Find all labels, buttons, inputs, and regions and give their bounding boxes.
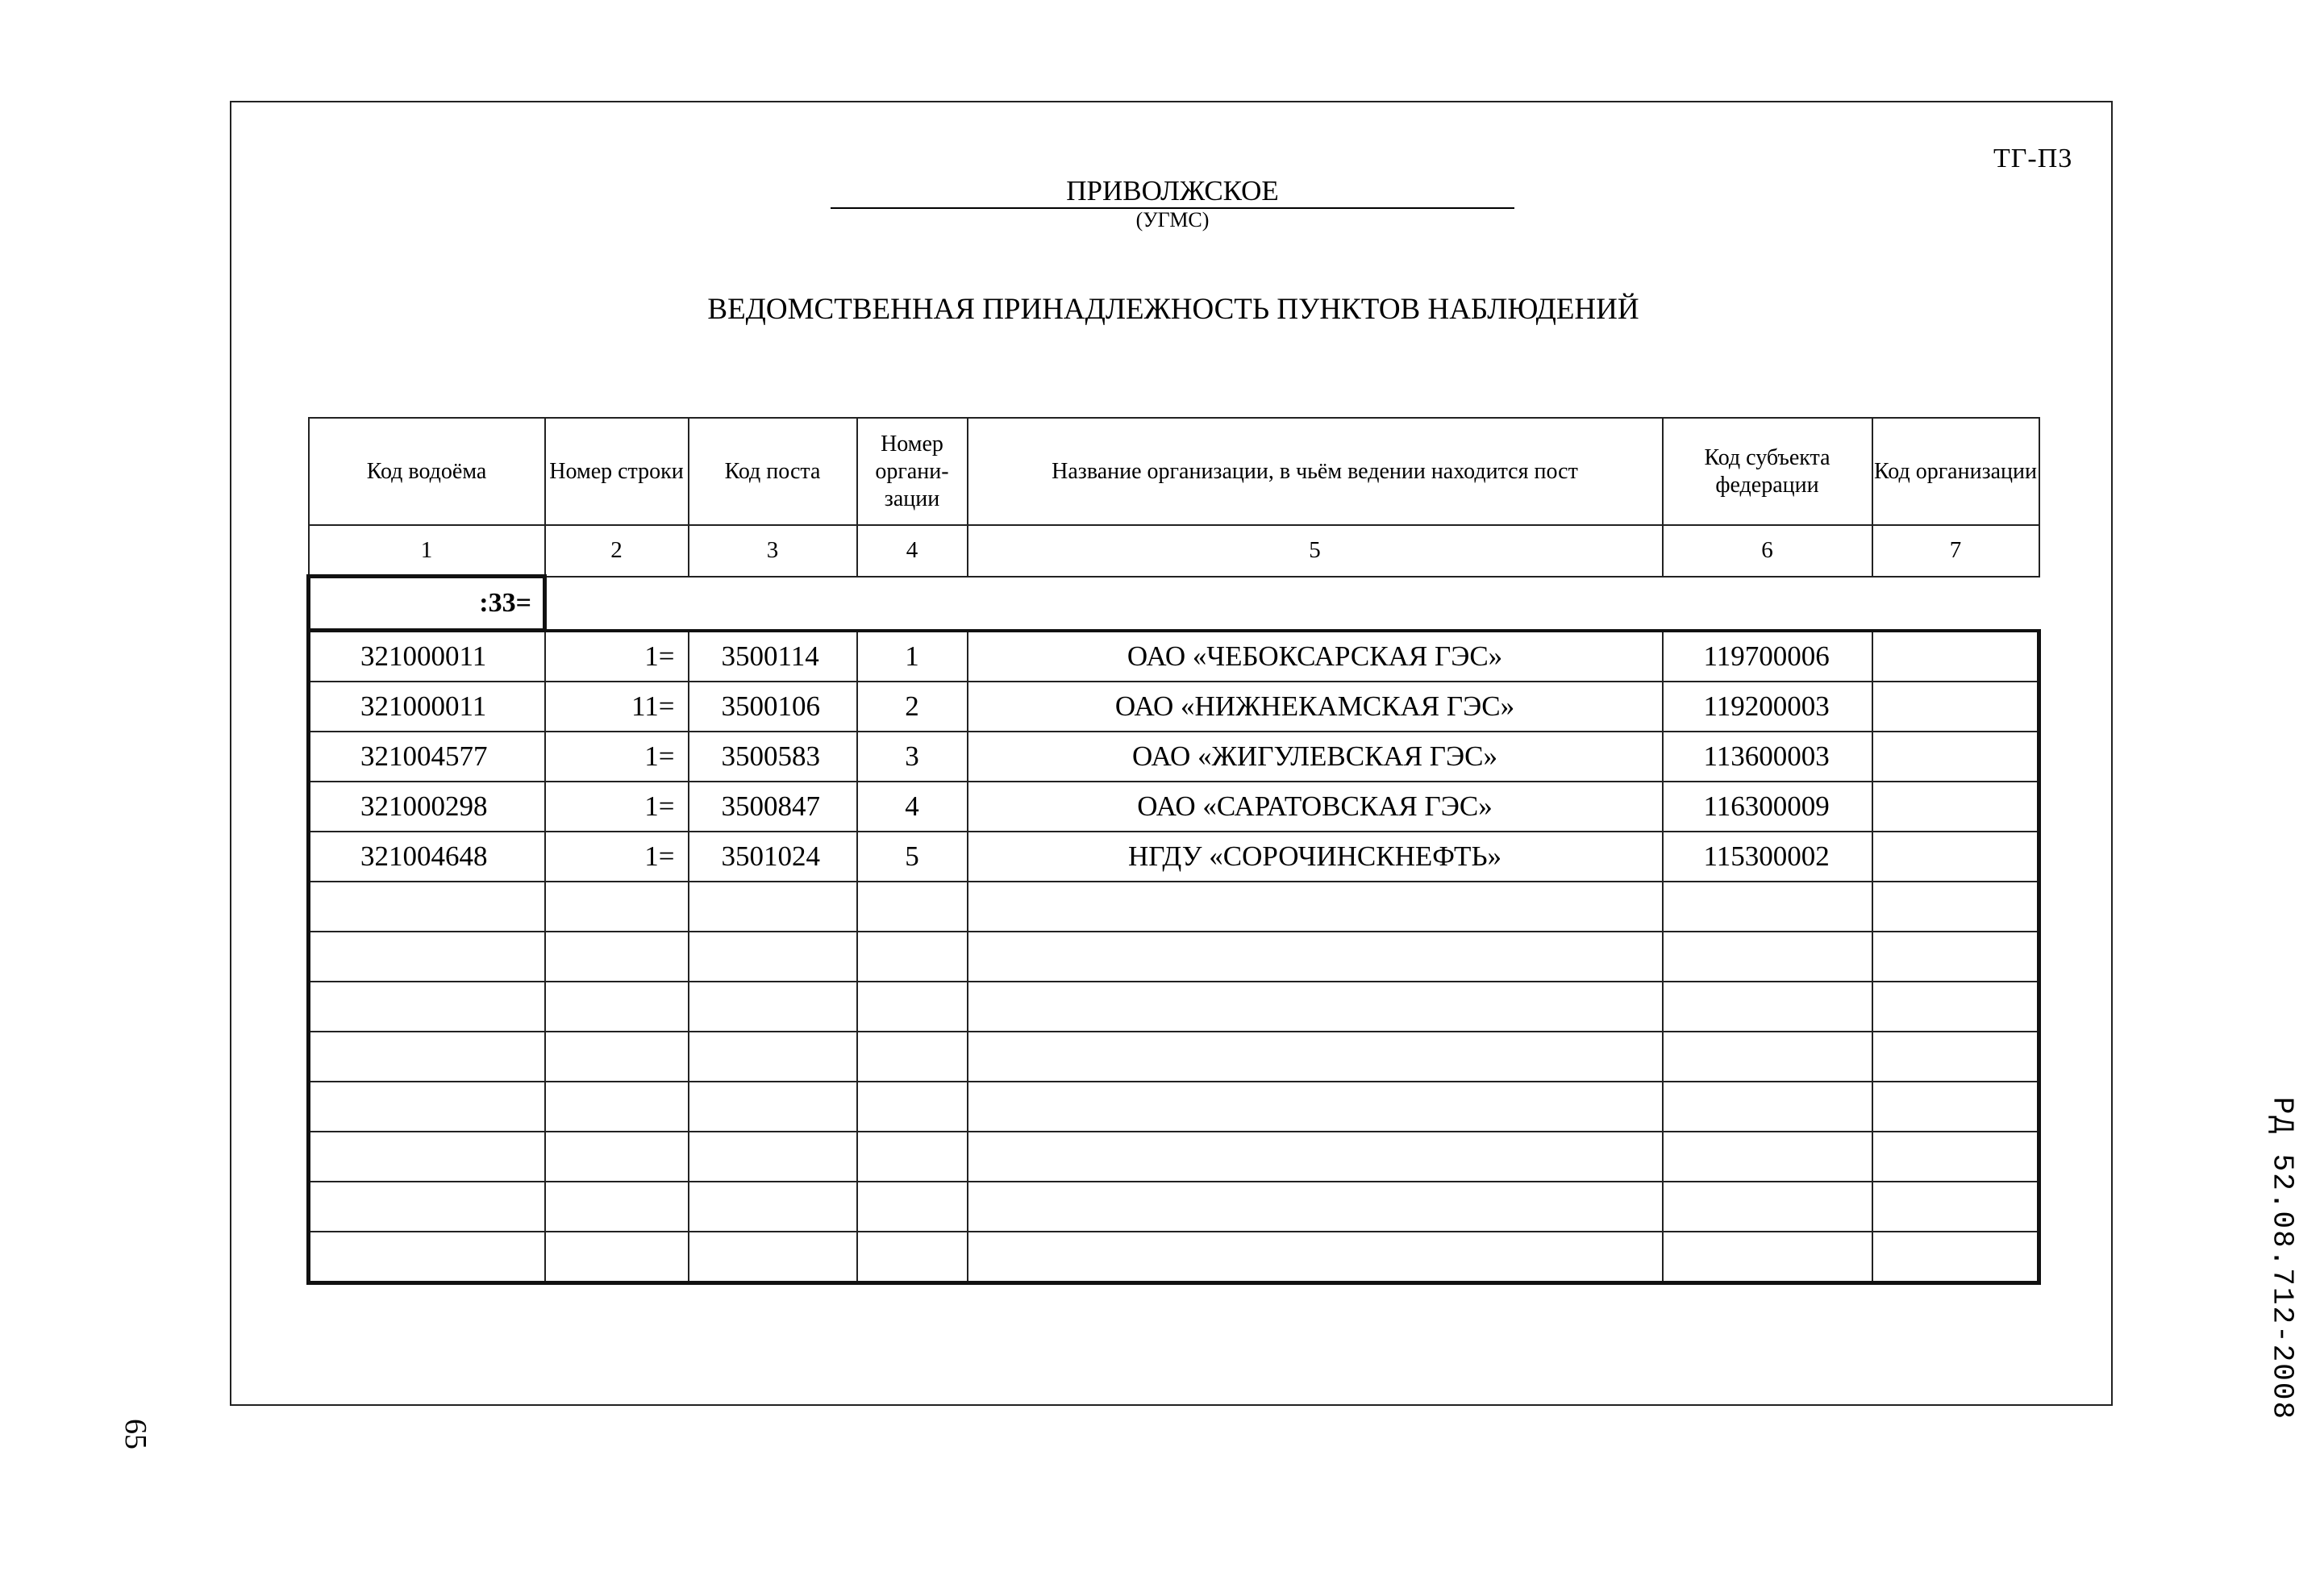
table-cell — [309, 1032, 545, 1082]
table-cell: ОАО «САРАТОВСКАЯ ГЭС» — [968, 782, 1663, 832]
header-cell: Код поста — [689, 418, 857, 525]
header-row — [309, 418, 2039, 525]
table-cell — [968, 882, 1663, 932]
table-cell — [857, 882, 968, 932]
table-cell: 1= — [545, 732, 689, 782]
table-cell: 3 — [857, 732, 968, 782]
table-row — [309, 882, 2039, 932]
table-cell — [309, 1132, 545, 1182]
table-cell — [545, 1232, 689, 1283]
table-row — [309, 932, 2039, 982]
table-row — [309, 1032, 2039, 1082]
column-number: 4 — [857, 525, 968, 577]
table-row — [309, 1182, 2039, 1232]
table-row — [309, 1082, 2039, 1132]
header-cell: Название организации, в чьём ведении находится пост — [968, 418, 1663, 525]
table-cell — [1872, 782, 2039, 832]
table-cell — [309, 932, 545, 982]
table-cell — [689, 1182, 857, 1232]
table-cell — [857, 932, 968, 982]
header-cell: Номер строки — [545, 418, 689, 525]
table-cell — [857, 1082, 968, 1132]
table-cell: 2 — [857, 682, 968, 732]
table-cell — [309, 982, 545, 1032]
table-cell: 5 — [857, 832, 968, 882]
table-cell — [857, 1232, 968, 1283]
table-cell: ОАО «ЖИГУЛЕВСКАЯ ГЭС» — [968, 732, 1663, 782]
table-cell — [968, 932, 1663, 982]
header-cell: Код водоёма — [309, 418, 545, 525]
document-title: ВЕДОМСТВЕННАЯ ПРИНАДЛЕЖНОСТЬ ПУНКТОВ НАБЛЮДЕНИЙ — [707, 293, 1639, 326]
table-cell — [1663, 1032, 1872, 1082]
table-cell — [545, 1182, 689, 1232]
table-cell — [1872, 1232, 2039, 1283]
table-cell — [1872, 682, 2039, 732]
column-number: 6 — [1663, 525, 1872, 577]
table-cell — [968, 1082, 1663, 1132]
table-cell — [1872, 882, 2039, 932]
table-cell: 321000011 — [309, 682, 545, 732]
page-number: 65 — [119, 1419, 152, 1449]
basin-code: :33= — [309, 577, 545, 631]
table-cell: НГДУ «СОРОЧИНСКНЕФТЬ» — [968, 832, 1663, 882]
table-cell — [1872, 732, 2039, 782]
table-cell: 11= — [545, 682, 689, 732]
table-row — [309, 982, 2039, 1032]
table-row — [309, 631, 2039, 682]
column-number: 5 — [968, 525, 1663, 577]
table-cell — [1872, 1132, 2039, 1182]
table-cell — [689, 882, 857, 932]
column-number-row — [309, 525, 2039, 577]
table-cell — [857, 1132, 968, 1182]
table-cell — [545, 1132, 689, 1182]
header-cell: Номер органи-зации — [857, 418, 968, 525]
table-cell: 3500114 — [689, 631, 857, 682]
table-cell — [1872, 1082, 2039, 1132]
table-cell — [1663, 882, 1872, 932]
table-cell: ОАО «ЧЕБОКСАРСКАЯ ГЭС» — [968, 631, 1663, 682]
organization-type-label: (УГМС) — [1135, 208, 1210, 231]
table-cell — [545, 1082, 689, 1132]
table-cell — [1663, 1082, 1872, 1132]
table-cell — [545, 982, 689, 1032]
table-cell: ОАО «НИЖНЕКАМСКАЯ ГЭС» — [968, 682, 1663, 732]
table-cell — [1663, 1182, 1872, 1232]
table-cell — [1872, 1032, 2039, 1082]
table-row — [309, 1132, 2039, 1182]
table-cell — [689, 932, 857, 982]
table-cell — [968, 1232, 1663, 1283]
table-cell — [545, 882, 689, 932]
table-cell — [968, 1132, 1663, 1182]
table-cell: 3501024 — [689, 832, 857, 882]
table-cell: 321004648 — [309, 832, 545, 882]
table-cell — [1663, 982, 1872, 1032]
table-cell — [545, 932, 689, 982]
table-cell — [968, 1032, 1663, 1082]
table-cell — [1663, 1132, 1872, 1182]
table-cell: 113600003 — [1663, 732, 1872, 782]
basin-row-blank — [545, 577, 2039, 631]
column-number: 1 — [309, 525, 545, 577]
column-number: 2 — [545, 525, 689, 577]
table-cell — [1872, 631, 2039, 682]
table-cell — [1872, 932, 2039, 982]
table-cell — [1872, 982, 2039, 1032]
table-cell — [1663, 1232, 1872, 1283]
table-cell: 1= — [545, 631, 689, 682]
header-cell: Код субъекта федерации — [1663, 418, 1872, 525]
table-cell: 3500847 — [689, 782, 857, 832]
table-cell — [857, 1032, 968, 1082]
table-cell: 1= — [545, 832, 689, 882]
table-cell: 1= — [545, 782, 689, 832]
column-number: 3 — [689, 525, 857, 577]
basin-row — [309, 577, 2039, 631]
ownership-table — [306, 417, 2041, 1285]
table-cell: 115300002 — [1663, 832, 1872, 882]
table-cell — [968, 982, 1663, 1032]
table-cell — [1872, 1182, 2039, 1232]
table-cell — [1872, 832, 2039, 882]
table-cell: 3500106 — [689, 682, 857, 732]
table-cell — [689, 1082, 857, 1132]
table-cell: 321000298 — [309, 782, 545, 832]
table-cell — [1663, 932, 1872, 982]
form-code: ТГ-П3 — [1993, 144, 2073, 173]
table-cell — [689, 982, 857, 1032]
table-cell: 3500583 — [689, 732, 857, 782]
table-cell — [857, 1182, 968, 1232]
table-row — [309, 832, 2039, 882]
table-cell — [689, 1132, 857, 1182]
document-code: РД 52.08.712-2008 — [2265, 1096, 2299, 1421]
table-cell: 1 — [857, 631, 968, 682]
table-cell: 116300009 — [1663, 782, 1872, 832]
table-cell — [689, 1232, 857, 1283]
table-row — [309, 782, 2039, 832]
table-row — [309, 732, 2039, 782]
table-cell: 321004577 — [309, 732, 545, 782]
table-cell — [309, 1082, 545, 1132]
table-row — [309, 1232, 2039, 1283]
table-cell — [968, 1182, 1663, 1232]
table-cell — [309, 1232, 545, 1283]
table-cell — [689, 1032, 857, 1082]
table-cell — [545, 1032, 689, 1082]
table-cell — [857, 982, 968, 1032]
table-cell — [309, 882, 545, 932]
organization-name: ПРИВОЛЖСКОЕ — [831, 175, 1514, 209]
table-cell: 119200003 — [1663, 682, 1872, 732]
table-row — [309, 682, 2039, 732]
table-cell: 119700006 — [1663, 631, 1872, 682]
table-cell — [309, 1182, 545, 1232]
header-cell: Код организации — [1872, 418, 2039, 525]
table-cell: 4 — [857, 782, 968, 832]
table-cell: 321000011 — [309, 631, 545, 682]
column-number: 7 — [1872, 525, 2039, 577]
